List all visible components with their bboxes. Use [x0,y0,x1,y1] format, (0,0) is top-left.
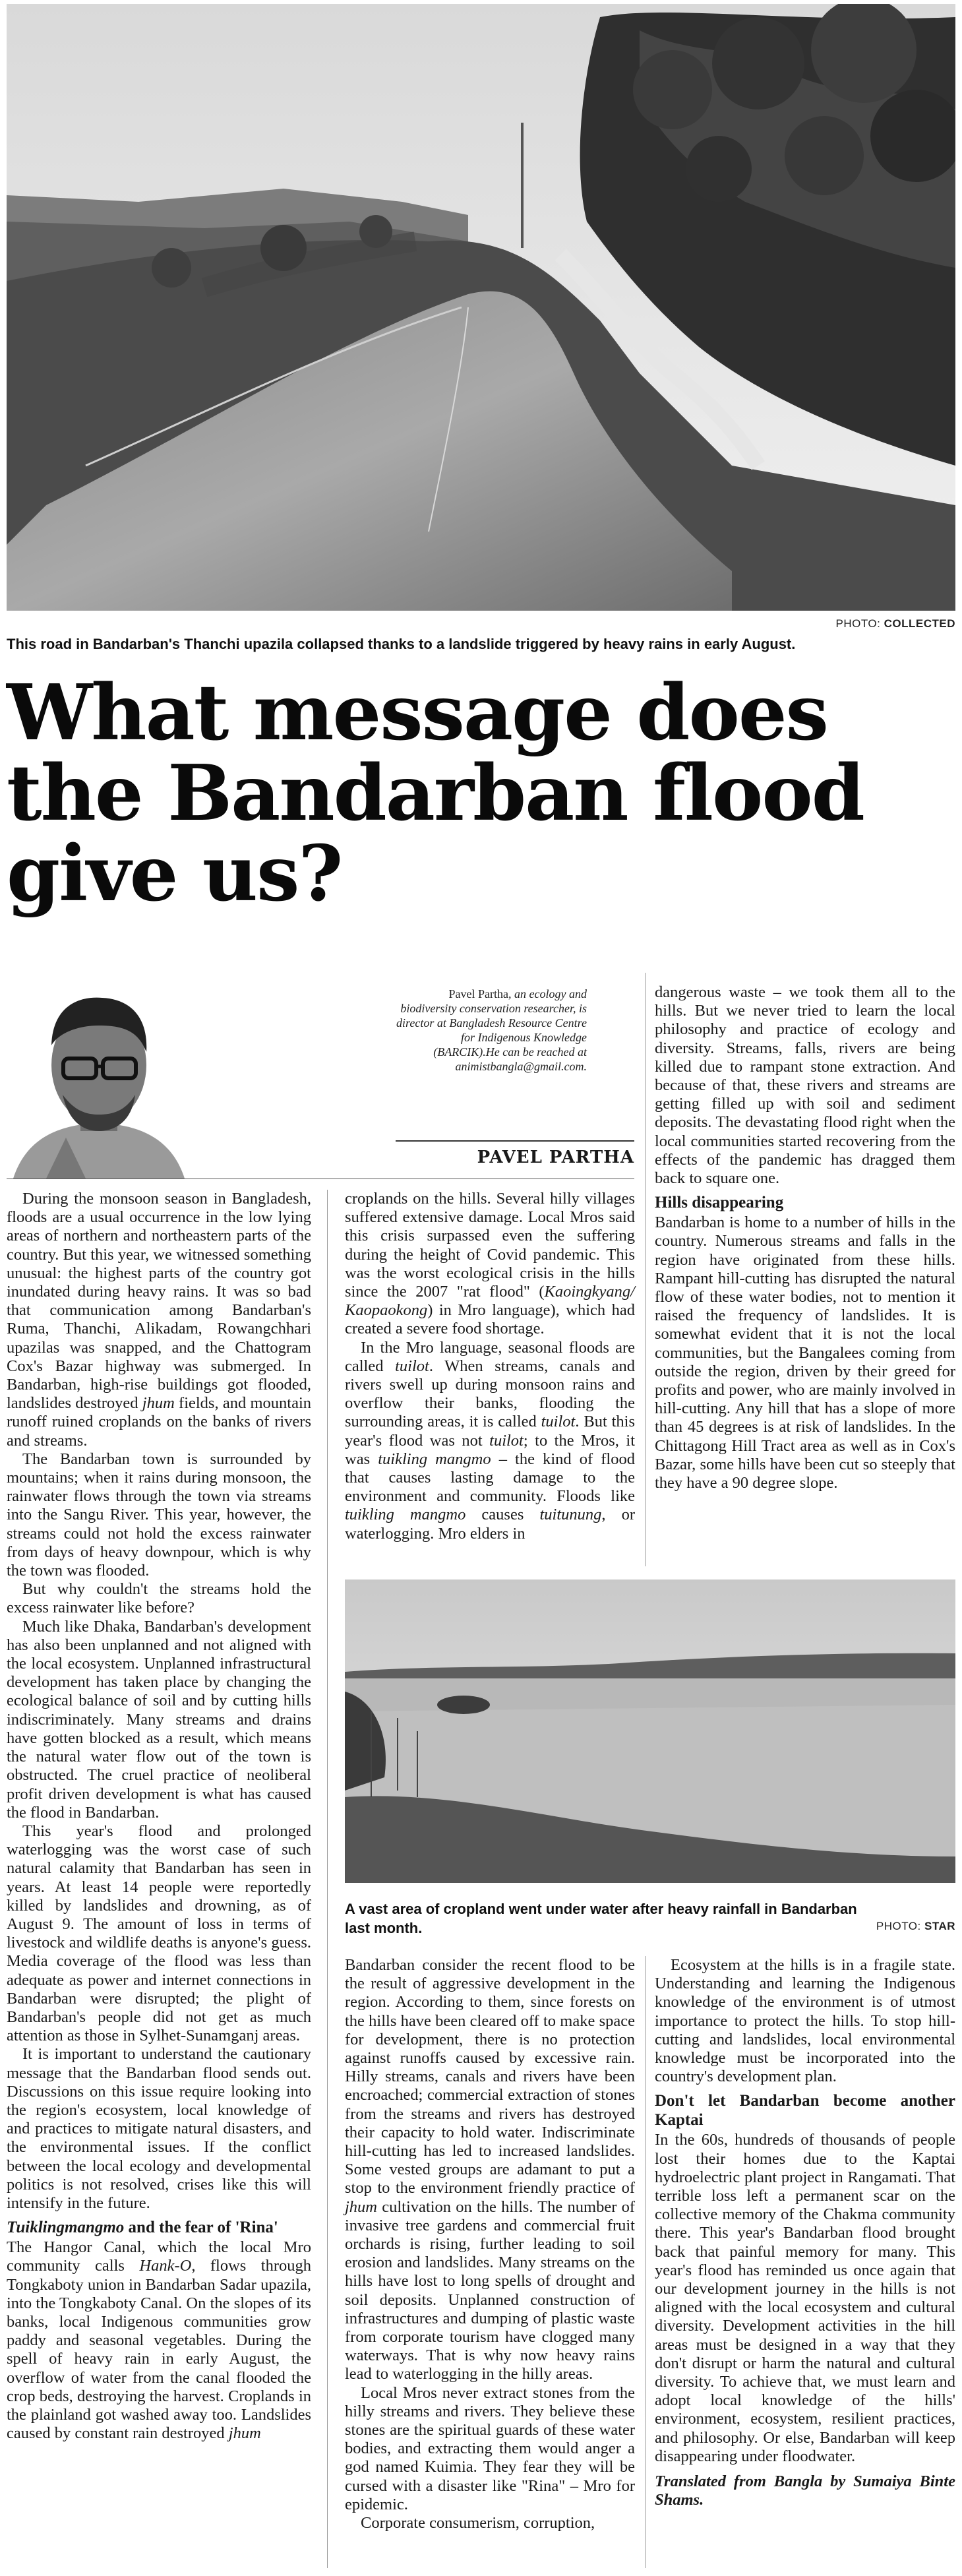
c5-subhead: Don't let Bandarban become another Kaptai [655,2092,955,2130]
author-bio [396,987,587,1074]
c5-p2: In the 60s, hundreds of thousands of people lost their homes due to the Kaptai hydroelectric plant project in Rangamati. That terrible loss left a permanent scar on the collective memory of the Chakma community there. This year's Bandarban flood brought back that painful memory for many. This year's flood has reminded us once again that our development journey in the hills is not aligned with the local ecosystem and cultural diversity. Development activities in the hill areas must be designed in a way that they don't disrupt or harm the natural and cultural diversity. To achieve that, we must learn and adopt local knowledge of the hills' environment, ecosystem, resilient practices, and philosophy. Or else, Bandarban will keep disappearing under floodwater. [655,2131,955,2465]
column-2 [345,1190,635,1543]
c1-p2: The Bandarban town is surrounded by mountains; when it rains during monsoon, the rainwater flows through the town via streams into the Sangu River. This year, however, the streams could not hold the excess rainwater from days of heavy downpour, which is why the town was flooded. [7,1450,311,1580]
byline-rule [396,1140,634,1142]
top-photo-credit: PHOTO: COLLECTED [835,617,955,630]
headline-line-1: What message does [7,668,827,758]
column-4 [345,1956,635,2532]
author-photo [7,973,191,1179]
column-divider-2 [645,973,646,1566]
landslide-road-illustration [7,4,955,611]
column-1 [7,1190,311,2443]
author-name: Pavel Partha [448,987,509,1000]
c1-p7: The Hangor Canal, which the local Mro community calls Hank-O, flows through Tongkaboty union in Bandarban Sadar upazila, into the Tongkaboty Canal. On the slopes of its banks, local Indigenous communities grow paddy and seasonal vegetables. During the spell of heavy rain in early August, the overflow of water from the canal flooded the crop beds, destroying the harvest. Croplands in the plainland got washed away too. Landslides caused by constant rain destroyed jhum [7,2238,312,2443]
c5-translation: Translated from Bangla by Sumaiya Binte Shams. [655,2472,955,2509]
headline [7,668,955,919]
mid-photo [345,1579,955,1883]
column-divider-1 [327,1190,328,2568]
c1-p1: During the monsoon season in Bangladesh, floods are a usual occurrence in the low lying areas of northern and northeastern parts of the country. But this year, we witnessed something unusual: the highest parts of the country got inundated during heavy rains. It was so bad that communication among Bandarban's Ruma, Thanchi, Alikadam, Rowangchhari upazilas was snapped, and the Chattogram Cox's Bazar highway was submerged. In Bandarban, high-rise buildings got flooded, landslides destroyed jhum fields, and mountain runoff ruined croplands on the banks of rivers and streams. [7,1190,312,1450]
c1-p6: It is important to understand the cautionary message that the Bandarban flood sends out. Discussions on this issue require looking into the region's ecosystem, local knowledge of and practices to mitigate natural disasters, and the environmental issues. If the conflict between the local ecology and developmental politics is not resolved, crises like this will intensify in the future. [7,2045,311,2212]
c1-subhead: Tuiklingmangmo and the fear of 'Rina' [7,2219,278,2237]
c4-p1: Bandarban consider the recent flood to be the result of aggressive development in the region. According to them, since forests on the hills have been cleared off to make space for development, there is no protection against runoffs caused by excessive rain. Hilly streams, canals and rivers have been encroached; commercial extraction of stones from the streams and rivers has destroyed their capacity to hold water. Indiscriminate hill-cutting has led to increased landslides. Some vested groups are adamant to put a stop to the environment friendly practice of jhum cultivation on the hills. The number of invasive tree gardens and commercial fruit orchards is rising, further leading to soil erosion and landslides. Many streams on the hills have lost to long spells of drought and soil deposits. Unplanned construction of infrastructures and dumping of plastic waste from corporate tourism have clogged many waterways. That is why now heavy rains lead to waterlogging in the hilly areas. [345,1956,636,2383]
flooded-cropland-illustration [345,1579,955,1883]
c1-p5: This year's flood and prolonged waterlogging was the worst case of such natural calamity that Bandarban has seen in years. At least 14 people were reportedly killed by landslides and drowning, as of August 9. The amount of loss in terms of livestock and wildlife deaths is anyone's guess. Media coverage of the flood was less than adequate as power and internet connections in Bandarban were disrupted; the plight of Bandarban's people did not get as much attention as those in Sylhet-Sunamganj areas. [7,1822,311,2045]
top-photo-caption: This road in Bandarban's Thanchi upazila collapsed thanks to a landslide triggered by heavy rains in early August. [7,636,796,652]
column-3 [655,983,955,1492]
column-divider-3 [645,1956,646,2568]
top-photo [7,4,955,611]
headline-line-3: give us? [7,829,342,919]
mid-photo-credit: PHOTO: STAR [876,1920,955,1932]
column-5 [655,1956,955,2509]
c3-p2: Bandarban is home to a number of hills in the country. Numerous streams and falls in the region have originated from these hills. Rampant hill-cutting has disrupted the natural flow of these water bodies, not to mention it raised the frequency of landslides. It is somewhat evident that it is not the local communities, but the Bangalees coming from outside the region, driven by their greed for profits and power, who are mainly involved in hill-cutting. Any hill that has a slope of more than 45 degrees is at risk of landslides. In the Chittagong Hill Tract area as well as in Cox's Bazar, some hills have been cut so steeply that they have a 90 degree slope. [655,1213,955,1492]
c2-p1: croplands on the hills. Several hilly villages suffered extensive damage. Local Mros said this crisis surpassed even the suffering during the height of Covid pandemic. This was the worst ecological crisis in the hills since the 2007 "rat flood" (Kaoingkyang/ Kaopaokong) in Mro language), which had created a severe food shortage. [345,1190,635,1338]
c5-p1: Ecosystem at the hills is in a fragile state. Understanding and learning the Indigenous knowledge of the environment is of utmost importance to protect the hills. To stop hill-cutting and landslides, local environmental knowledge must be incorporated into the country's development plan. [655,1956,955,2086]
author-bio-text: , an ecology and biodiversity conservation researcher, is director at Bangladesh Resource Centre for Indigenous Knowledge (BARCIK).He can be reached at animistbangla@gmail.com. [396,987,587,1073]
c4-p2: Local Mros never extract stones from the hilly streams and rivers. They believe these stones are the spiritual guards of these water bodies, and extracting them would anger a god named Kuimia. They fear they will be cursed with a disaster like "Rina" – Mro for epidemic. [345,2383,635,2513]
c1-p3: But why couldn't the streams hold the excess rainwater like before? [7,1580,311,1617]
c3-p1: dangerous waste – we took them all to the hills. But we never tried to learn the local philosophy and practice of ecology and diversity. Streams, falls, rivers are being killed due to rampant stone extraction. And because of that, these rivers and streams are getting filled up with soil and sediment deposits. The devastating flood right when the local communities started recovering from the effects of the pandemic has dragged them back to square one. [655,983,955,1188]
c4-p3: Corporate consumerism, corruption, [361,2514,595,2532]
c2-p2: In the Mro language, seasonal floods are called tuilot. When streams, canals and rivers swell up during monsoon rains and overflow their banks, flooding the surrounding areas, it is called tuilot. But this year's flood was not tuilot; to the Mros, it was tuikling mangmo – the kind of flood that causes lasting damage to the environment and community. Floods like tuikling mangmo causes tuitunung, or waterlogging. Mro elders in [345,1338,636,1543]
c1-p4: Much like Dhaka, Bandarban's development has also been unplanned and not aligned with the local ecosystem. Unplanned infrastructural development has taken place by changing the ecological balance of soil and by cutting hills indiscriminately. Many streams and drains have gotten blocked as a result, which means the natural water flow out of the town is obstructed. The cruel practice of neoliberal profit driven development is what has caused the flood in Bandarban. [7,1617,311,1822]
mid-photo-caption: A vast area of cropland went under water after heavy rainfall in Bandarban last month. [345,1901,857,1936]
byline: PAVEL PARTHA [477,1148,634,1167]
author-portrait-illustration [7,973,191,1179]
c3-subhead: Hills disappearing [655,1194,784,1212]
headline-line-2: the Bandarban flood [7,749,864,838]
